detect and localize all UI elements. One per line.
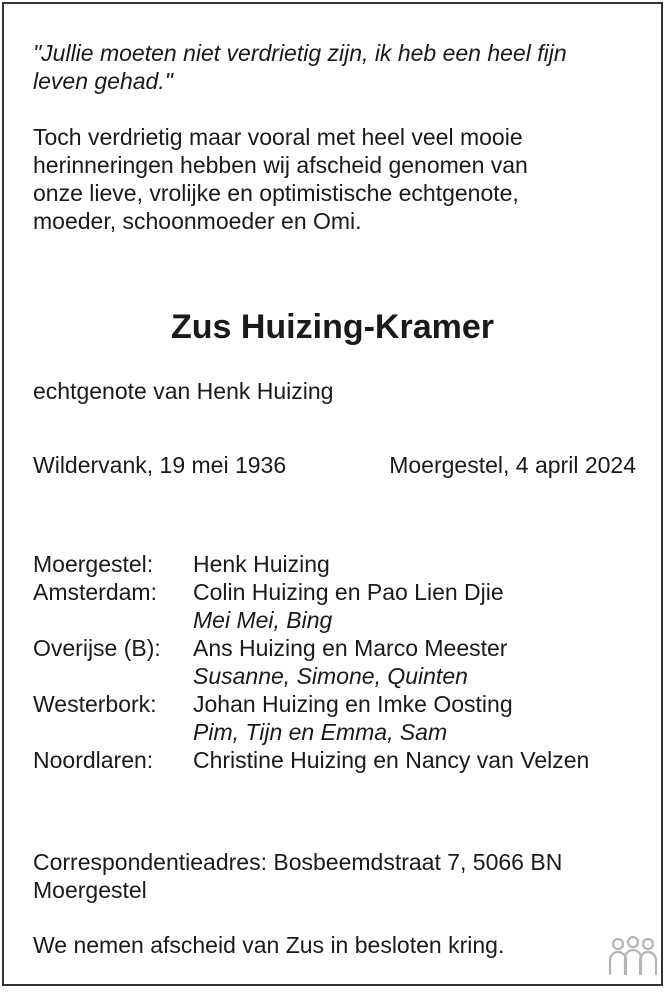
correspondence-address	[33, 848, 562, 904]
grandchildren-names: Susanne, Simone, Quinten	[193, 663, 468, 689]
spouse-line: echtgenote van Henk Huizing	[33, 378, 334, 404]
family-place	[33, 718, 193, 746]
family-row	[33, 578, 589, 606]
birth-info: Wildervank, 19 mei 1936	[33, 452, 287, 478]
quote-line: "Jullie moeten niet verdrietig zijn, ik heb een heel fijn	[33, 40, 567, 66]
family-place: Overijse (B):	[33, 635, 161, 661]
family-place: Noordlaren:	[33, 747, 154, 773]
grandchildren-names: Mei Mei, Bing	[193, 607, 333, 633]
family-row	[33, 690, 589, 718]
grandchildren-names: Pim, Tijn en Emma, Sam	[193, 719, 448, 745]
family-row	[33, 550, 589, 578]
closing-line: We nemen afscheid van Zus in besloten kring.	[33, 932, 505, 958]
family-names: Christine Huizing en Nancy van Velzen	[193, 747, 590, 773]
family-row	[33, 746, 589, 774]
family-row	[33, 662, 589, 690]
family-place: Amsterdam:	[33, 579, 157, 605]
intro-line: onze lieve, vrolijke en optimistische echtgenote,	[33, 180, 519, 206]
deceased-name: Zus Huizing-Kramer	[170, 308, 495, 346]
family-names: Ans Huizing en Marco Meester	[193, 635, 508, 661]
family-names: Henk Huizing	[193, 551, 330, 577]
family-names: Johan Huizing en Imke Oosting	[193, 691, 513, 717]
intro-line: herinneringen hebben wij afscheid genomen van	[33, 152, 528, 178]
death-info: Moergestel, 4 april 2024	[389, 452, 636, 478]
family-place: Moergestel:	[33, 551, 154, 577]
family-people-icon	[606, 936, 660, 978]
family-place	[33, 662, 193, 690]
address-line: Correspondentieadres: Bosbeemdstraat 7, 5066 BN	[33, 849, 563, 875]
family-list	[33, 550, 589, 774]
family-names: Colin Huizing en Pao Lien Djie	[193, 579, 504, 605]
intro-text	[33, 123, 528, 235]
family-row	[33, 634, 589, 662]
intro-line: Toch verdrietig maar vooral met heel veel mooie	[33, 124, 523, 150]
family-place: Westerbork:	[33, 691, 157, 717]
intro-line: moeder, schoonmoeder en Omi.	[33, 208, 362, 234]
quote	[33, 39, 567, 95]
family-row	[33, 606, 589, 634]
family-place	[33, 606, 193, 634]
address-line: Moergestel	[33, 877, 147, 903]
quote-line: leven gehad."	[33, 68, 173, 94]
family-row	[33, 718, 589, 746]
